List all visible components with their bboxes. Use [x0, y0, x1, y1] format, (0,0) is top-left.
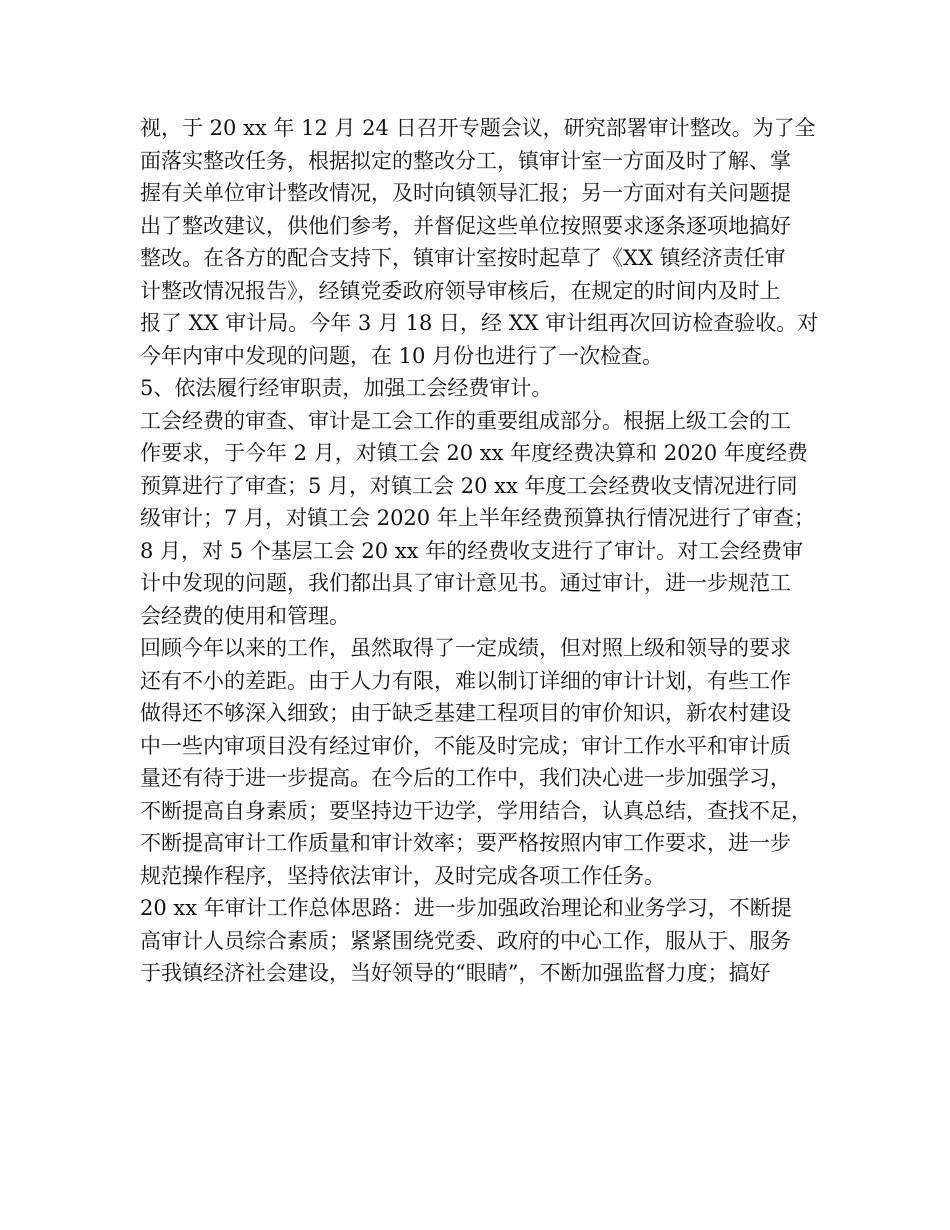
text-line: 于我镇经济社会建设，当好领导的“眼睛”，不断加强监督力度；搞好: [140, 961, 771, 985]
text-line: 会经费的使用和管理。: [140, 603, 350, 628]
text-line: 整改。在各方的配合支持下，镇审计室按时起草了《XX 镇经济责任审: [140, 246, 786, 270]
text-line: 做得还不够深入细致；由于缺乏基建工程项目的审价知识，新农村建设: [140, 701, 791, 725]
text-line: 还有不小的差距。由于人力有限，难以制订详细的审计计划，有些工作: [140, 668, 791, 693]
text-line: 不断提高自身素质；要坚持边干边学，学用结合，认真总结，查找不足，: [140, 798, 812, 823]
text-line: 作要求，于今年 2 月，对镇工会 20 xx 年度经费决算和 2020 年度经费: [140, 441, 808, 465]
text-line: 计中发现的问题，我们都出具了审计意见书。通过审计，进一步规范工: [140, 571, 791, 595]
text-line: 不断提高审计工作质量和审计效率；要严格按照内审工作要求，进一步: [140, 831, 791, 855]
text-line: 预算进行了审查；5 月，对镇工会 20 xx 年度工会经费收支情况进行同: [140, 473, 798, 498]
text-line: 面落实整改任务，根据拟定的整改分工，镇审计室一方面及时了解、掌: [140, 148, 791, 173]
text-line: 规范操作程序，坚持依法审计，及时完成各项工作任务。: [140, 863, 665, 888]
document-body: [140, 112, 830, 990]
text-line: 级审计；7 月，对镇工会 2020 年上半年经费预算执行情况进行了审查；: [140, 506, 815, 530]
text-line: 中一些内审项目没有经过审价，不能及时完成；审计工作水平和审计质: [140, 733, 791, 758]
section-heading: 5、依法履行经审职责，加强工会经费审计。: [140, 376, 553, 400]
text-line: 高审计人员综合素质；紧紧围绕党委、政府的中心工作，服从于、服务: [140, 928, 791, 953]
text-line: 计整改情况报告》，经镇党委政府领导审核后，在规定的时间内及时上: [140, 278, 781, 303]
text-line: 握有关单位审计整改情况，及时向镇领导汇报；另一方面对有关问题提: [140, 181, 791, 205]
text-line: 视，于 20 xx 年 12 月 24 日召开专题会议，研究部署审计整改。为了全: [140, 116, 816, 140]
text-line: 8 月，对 5 个基层工会 20 xx 年的经费收支进行了审计。对工会经费审: [140, 538, 804, 563]
text-line: 报了 XX 审计局。今年 3 月 18 日，经 XX 审计组再次回访检查验收。对: [140, 311, 819, 335]
text-line: 量还有待于进一步提高。在今后的工作中，我们决心进一步加强学习，: [140, 766, 791, 790]
text-line: 回顾今年以来的工作，虽然取得了一定成绩，但对照上级和领导的要求: [140, 636, 791, 660]
text-line: 20 xx 年审计工作总体思路：进一步加强政治理论和业务学习，不断提: [140, 896, 792, 920]
text-line: 出了整改建议，供他们参考，并督促这些单位按照要求逐条逐项地搞好: [140, 213, 791, 238]
text-line: 今年内审中发现的问题，在 10 月份也进行了一次检查。: [140, 343, 664, 368]
text-line: 工会经费的审查、审计是工会工作的重要组成部分。根据上级工会的工: [140, 408, 791, 433]
